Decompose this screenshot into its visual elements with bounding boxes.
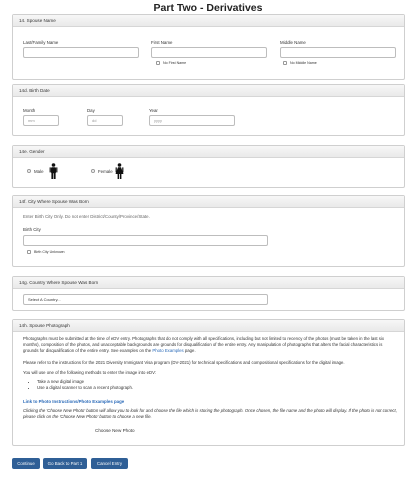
birth-city-unknown-label: Birth City Unknown — [34, 250, 65, 254]
photo-requirements-text: Photographs must be submitted at the time of eDV entry. Photographs that do not comply with all specifications, including but not limited to recency of the photos (must be taken in the last six months), composition of the photos, and unacceptable backgrounds are grounds for disqualification of the entire entry. Any manipulation of photographs that alters the facial characteristics is grounds for disqualification of the entire entry. See examples on the Photo Examples page. — [23, 336, 385, 353]
female-person-icon — [115, 163, 124, 179]
list-item: • Take a new digital image — [37, 379, 133, 385]
no-middle-name-checkbox[interactable] — [283, 61, 287, 65]
birth-city-header: 14f. City Where Spouse Was Born — [13, 196, 404, 208]
spouse-name-panel — [12, 14, 405, 80]
photo-instructions-link[interactable]: Link to Photo Instructions/Photo Examples page — [23, 399, 125, 404]
cancel-entry-button[interactable]: Cancel Entry — [91, 458, 128, 469]
gender-header: 14e. Gender — [13, 146, 404, 158]
first-name-label: First Name — [151, 40, 173, 45]
birth-country-header: 14g. Country Where Spouse Was Born — [13, 277, 404, 289]
birth-city-unknown-checkbox[interactable] — [27, 250, 31, 254]
year-input[interactable]: yyyy — [149, 115, 235, 126]
page-title: Part Two - Derivatives — [153, 2, 263, 14]
month-label: Month — [23, 108, 36, 113]
no-first-name-checkbox[interactable] — [156, 61, 160, 65]
spouse-name-header: 14. Spouse Name — [13, 15, 404, 27]
birth-date-header: 14d. Birth Date — [13, 85, 404, 97]
photo-examples-link[interactable]: Photo Examples — [152, 348, 184, 353]
last-name-label: Last/Family Name — [23, 40, 59, 45]
photo-specs-text: Please refer to the instructions for the 2021 Diversity Immigrant Visa program (DV-2021) for technical specifications and compositional specifications for the digital image. — [23, 360, 345, 365]
photo-panel — [12, 319, 405, 446]
birth-city-label: Birth City — [23, 227, 41, 232]
middle-name-input[interactable] — [280, 47, 396, 58]
month-input[interactable]: mm — [23, 115, 59, 126]
birth-city-hint: Enter Birth City Only. Do not enter District/County/Province/State. — [23, 214, 150, 219]
day-input[interactable]: dd — [87, 115, 123, 126]
birth-date-panel — [12, 84, 405, 136]
birth-country-panel — [12, 276, 405, 311]
female-label: Female — [98, 169, 113, 174]
birth-city-panel — [12, 195, 405, 267]
photo-methods-text: You will use one of the following methods to enter the image into eDV: — [23, 370, 156, 375]
first-name-input[interactable] — [151, 47, 267, 58]
male-label: Male — [34, 169, 44, 174]
go-back-button[interactable]: Go Back to Part 1 — [43, 458, 87, 469]
choose-photo-instructions: Clicking the 'Choose New Photo' button will allow you to look for and choose the file which is storing the photograph. Once chosen, the file name and the photo will display. If the photo is not correct, please click on the 'Choose New Photo' button to choose a new file. — [23, 408, 397, 419]
no-middle-name-label: No Middle Name — [290, 61, 317, 65]
female-radio[interactable] — [91, 169, 95, 173]
choose-new-photo-button[interactable]: Choose New Photo — [95, 428, 135, 433]
photo-methods-list — [31, 379, 133, 391]
birth-city-input[interactable] — [23, 235, 268, 246]
continue-button[interactable]: Continue — [12, 458, 40, 469]
day-label: Day — [87, 108, 95, 113]
last-name-input[interactable] — [23, 47, 139, 58]
list-item: • Use a digital scanner to scan a recent photograph. — [37, 385, 133, 391]
year-label: Year — [149, 108, 158, 113]
photo-header: 14h. Spouse Photograph — [13, 320, 404, 332]
gender-panel — [12, 145, 405, 188]
male-radio[interactable] — [27, 169, 31, 173]
no-first-name-label: No First Name — [163, 61, 187, 65]
country-select[interactable]: Select A Country... — [23, 294, 268, 305]
male-person-icon — [49, 163, 58, 179]
middle-name-label: Middle Name — [280, 40, 306, 45]
